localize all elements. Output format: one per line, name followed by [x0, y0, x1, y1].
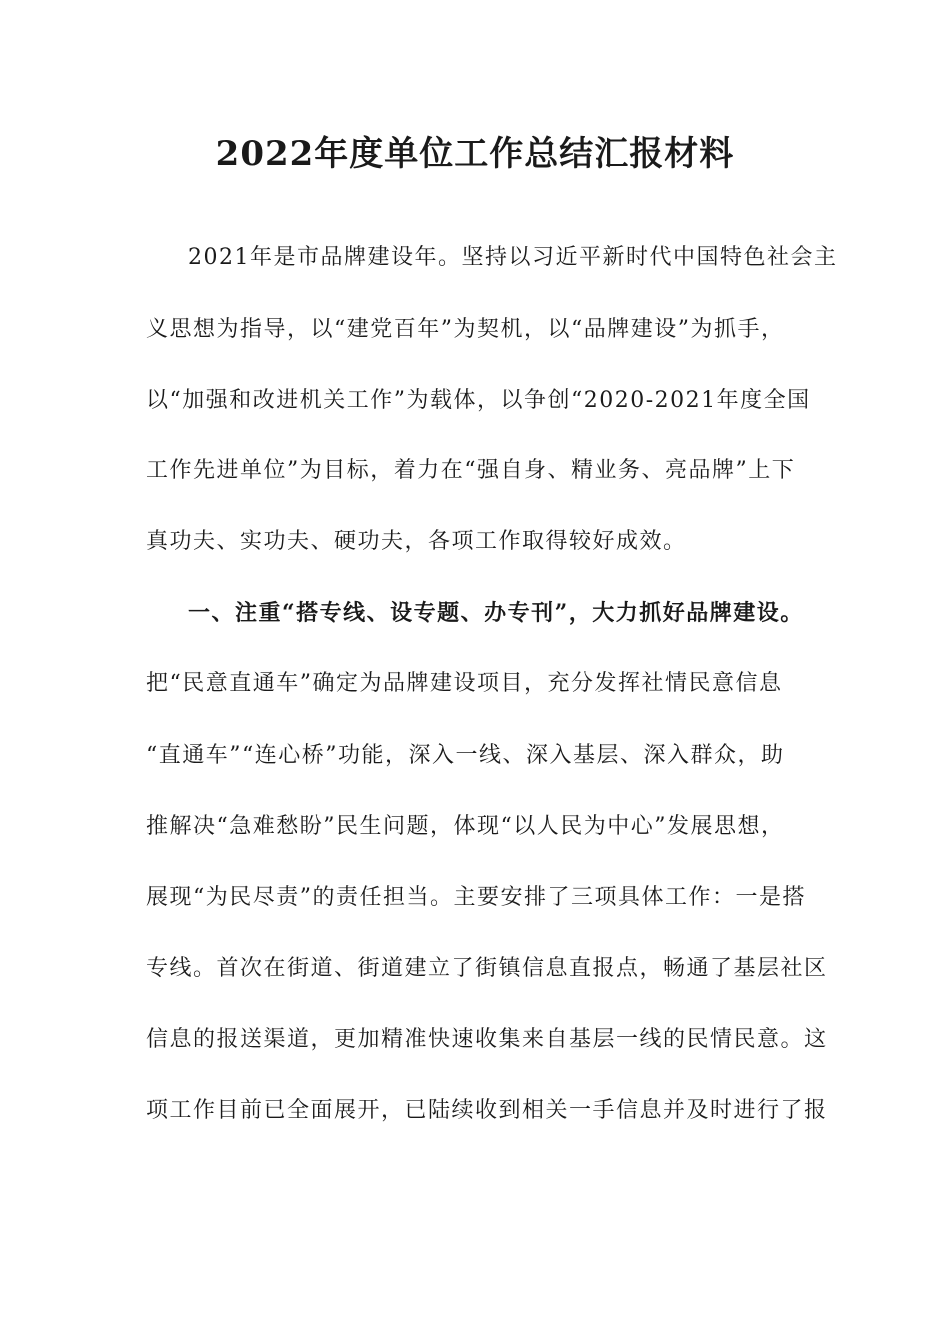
paragraph-line: 义思想为指导，以“建党百年”为契机，以“品牌建设”为抓手， [146, 317, 785, 342]
paragraph-line: 2021年是市品牌建设年。坚持以习近平新时代中国特色社会主 [188, 245, 838, 270]
paragraph-line: “直通车”“连心桥”功能，深入一线、深入基层、深入群众，助 [146, 743, 785, 768]
paragraph-line: 信息的报送渠道，更加精准快速收集来自基层一线的民情民意。这 [146, 1027, 828, 1052]
paragraph-line: 展现“为民尽责”的责任担当。主要安排了三项具体工作：一是搭 [146, 885, 806, 910]
section-heading: 一、注重“搭专线、设专题、办专刊”，大力抓好品牌建设。 [188, 600, 804, 626]
paragraph-line: 项工作目前已全面展开，已陆续收到相关一手信息并及时进行了报 [146, 1098, 828, 1123]
paragraph-line: 专线。首次在街道、街道建立了街镇信息直报点，畅通了基层社区 [146, 956, 828, 981]
paragraph-line: 推解决“急难愁盼”民生问题，体现“以人民为中心”发展思想， [146, 814, 785, 839]
document-title: 2022年度单位工作总结汇报材料 [215, 134, 735, 174]
paragraph-line: 工作先进单位”为目标，着力在“强自身、精业务、亮品牌”上下 [146, 458, 796, 483]
paragraph-line: 把“民意直通车”确定为品牌建设项目，充分发挥社情民意信息 [146, 671, 783, 696]
paragraph-line: 真功夫、实功夫、硬功夫，各项工作取得较好成效。 [146, 529, 687, 554]
paragraph-line: 以“加强和改进机关工作”为载体，以争创“2020-2021年度全国 [146, 388, 811, 413]
